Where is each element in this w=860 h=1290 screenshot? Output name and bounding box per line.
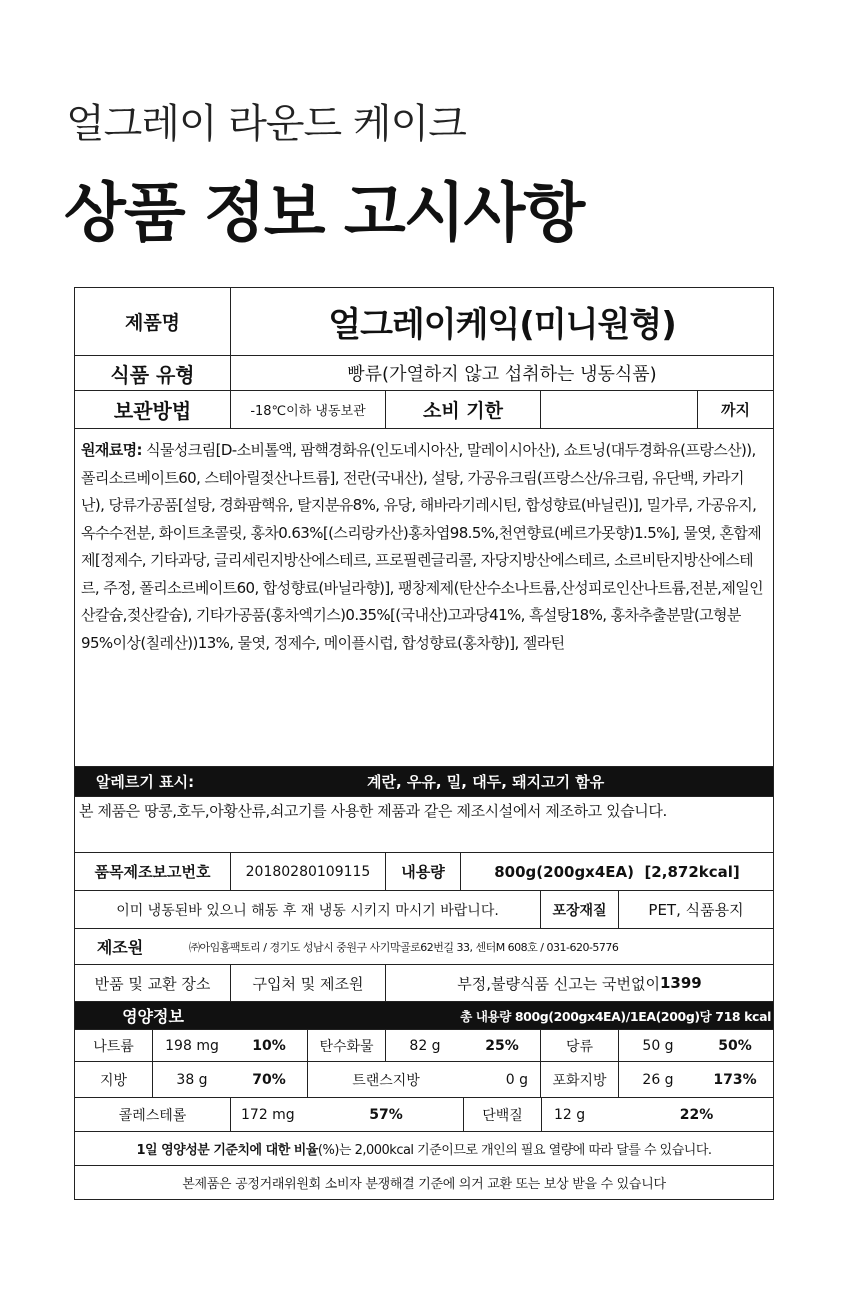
product-subtitle: 얼그레이 라운드 케이크 bbox=[66, 101, 466, 147]
page-title: 상품 정보 고시사항 bbox=[64, 177, 584, 251]
expiry-date-value bbox=[541, 391, 698, 428]
nutrient-percent: 173% bbox=[713, 1071, 757, 1088]
nutrient-amount: 0 g bbox=[464, 1062, 541, 1097]
nutrient-amount: 82 g bbox=[409, 1037, 441, 1054]
nutrition-total: 총 내용량 800g(200gx4EA)/1EA(200g)당 718 kcal bbox=[460, 1008, 771, 1024]
volume-value: 800g(200gx4EA) [2,872kcal] bbox=[494, 862, 740, 881]
report-number-row bbox=[75, 853, 773, 891]
defect-report-text bbox=[386, 965, 773, 1001]
nutrient-amount: 198 mg bbox=[165, 1037, 219, 1054]
nutrient-name: 단백질 bbox=[464, 1098, 542, 1131]
ingredients-text bbox=[75, 429, 773, 665]
food-type-label: 식품 유형 bbox=[75, 356, 231, 390]
manufacturer-label: 제조원 bbox=[96, 938, 144, 957]
nutrient-amount: 50 g bbox=[642, 1037, 674, 1054]
daily-value-note-row bbox=[75, 1132, 773, 1166]
report-number-value: 20180280109115 bbox=[231, 853, 386, 890]
allergy-label: 알레르기 표시: bbox=[95, 773, 195, 791]
nutrient-name: 탄수화물 bbox=[308, 1030, 386, 1061]
nutrient-amount: 172 mg bbox=[241, 1106, 295, 1123]
refreeze-warning: 이미 냉동된바 있으니 해동 후 재 냉동 시키지 마시기 바랍니다. bbox=[75, 891, 541, 928]
nutrient-percent: 25% bbox=[464, 1030, 541, 1061]
volume-label: 내용량 bbox=[386, 853, 461, 890]
returns-row bbox=[75, 965, 773, 1002]
nutrient-name: 포화지방 bbox=[541, 1062, 619, 1097]
packaging-row bbox=[75, 891, 773, 929]
nutrient-percent: 70% bbox=[231, 1062, 308, 1097]
ingredients-row bbox=[75, 429, 773, 767]
storage-label: 보관방법 bbox=[75, 391, 231, 428]
nutrient-percent: 50% bbox=[718, 1037, 752, 1054]
defect-report-label: 부정,불량식품 신고는 국번없이 bbox=[457, 974, 660, 993]
guarantee-note: 본제품은 공정거래위원회 소비자 분쟁해결 기준에 의거 교환 또는 보상 받을 수 있습니다 bbox=[182, 1177, 666, 1192]
product-info-table bbox=[74, 287, 774, 1200]
nutrition-label: 영양정보 bbox=[122, 1007, 184, 1026]
nutrient-percent: 10% bbox=[231, 1030, 308, 1061]
storage-row bbox=[75, 391, 773, 429]
nutrition-header-row bbox=[75, 1002, 773, 1030]
returns-value: 구입처 및 제조원 bbox=[231, 965, 386, 1001]
returns-label: 반품 및 교환 장소 bbox=[75, 965, 231, 1001]
allergy-note: 본 제품은 땅콩,호두,아황산류,쇠고기를 사용한 제품과 같은 제조시설에서 제조하고 있습니다. bbox=[79, 802, 667, 820]
manufacturer-row bbox=[75, 929, 773, 965]
allergy-note-row bbox=[75, 797, 773, 853]
packaging-label: 포장재질 bbox=[541, 891, 619, 928]
manufacturer-value: ㈜아임홈팩토리 / 경기도 성남시 중원구 사기막골로62번길 33, 센터M 608호 / 031-620-5776 bbox=[189, 940, 619, 954]
report-number-label: 품목제조보고번호 bbox=[75, 853, 231, 890]
defect-report-number: 1399 bbox=[659, 974, 702, 992]
ingredients-label: 원재료명: bbox=[81, 441, 142, 459]
nutrient-amount: 12 g bbox=[554, 1106, 586, 1123]
nutrition-row-3 bbox=[75, 1098, 773, 1132]
nutrition-row-2 bbox=[75, 1062, 773, 1098]
nutrient-name: 콜레스테롤 bbox=[75, 1098, 231, 1131]
expiry-suffix: 까지 bbox=[721, 401, 750, 419]
daily-value-note bbox=[75, 1132, 773, 1165]
product-name-value: 얼그레이케익(미니원형) bbox=[328, 305, 676, 345]
nutrient-amount: 26 g bbox=[642, 1071, 674, 1088]
allergy-value: 계란, 우유, 밀, 대두, 돼지고기 함유 bbox=[367, 773, 605, 791]
nutrient-name: 나트륨 bbox=[75, 1030, 153, 1061]
nutrient-name: 트랜스지방 bbox=[352, 1072, 420, 1089]
nutrient-percent: 57% bbox=[309, 1098, 464, 1131]
nutrition-row-1 bbox=[75, 1030, 773, 1062]
guarantee-row bbox=[75, 1166, 773, 1200]
daily-value-note-rest: (%)는 2,000kcal 기준이므로 개인의 필요 열량에 따라 달를 수 있습니다. bbox=[317, 1143, 712, 1158]
product-name-label: 제품명 bbox=[75, 288, 231, 355]
nutrient-name: 당류 bbox=[541, 1030, 619, 1061]
expiry-label: 소비 기한 bbox=[386, 391, 541, 428]
daily-value-note-bold: 1일 영양성분 기준치에 대한 비율 bbox=[136, 1143, 318, 1158]
food-type-row bbox=[75, 356, 773, 391]
nutrient-name: 지방 bbox=[75, 1062, 153, 1097]
nutrient-amount: 38 g bbox=[176, 1071, 208, 1088]
product-name-row bbox=[75, 288, 773, 356]
ingredients-list: 식물성크림[D-소비톨액, 팜핵경화유(인도네시아산, 말레이시아산), 쇼트닝(대두경화유(프랑스산)), 폴리소르베이트60, 스테아릴젖산나트륨], 전란(국내산), 설탕, 가공유크림(프랑스산/유크림, 유단백, 카라기난), 당류가공품[설탕, 경화팜핵유, 탈지분유8%, 유당, 해바라기레시틴, 합성향료(바닐린)], 밀가루, 가공유지, 옥수수전분, 화이트초콜릿, 홍차0.63%[(스리랑카산)홍차엽98.5%,천연향료(베르가못향)1.5%], 물엿, 혼합제제[정제수, 기타과당, 글리세린지방산에스테르, 프로필렌글리콜, 자당지방산에스테르, 소르비탄지방산에스테르, 주정, 폴리소르베이트60, 합성향료(바닐라향)], 팽창제제(탄산수소나트륨,산성피로인산나트륨,전분,제일인산칼슘,젖산칼슘), 기타가공품(홍차엑기스)0.35%[(국내산)고과당41%, 흑설탕18%, 홍차추출분말(고형분 95%이상(칠레산))13%, 물엿, 정제수, 메이플시럽, 합성향료(홍차향)], 젤라틴 bbox=[81, 441, 764, 652]
storage-value: -18℃이하 냉동보관 bbox=[231, 391, 386, 428]
packaging-value: PET, 식품용지 bbox=[648, 901, 744, 919]
nutrient-percent: 22% bbox=[679, 1106, 714, 1123]
allergy-row bbox=[75, 767, 773, 797]
food-type-value: 빵류(가열하지 않고 섭취하는 냉동식품) bbox=[347, 364, 657, 385]
